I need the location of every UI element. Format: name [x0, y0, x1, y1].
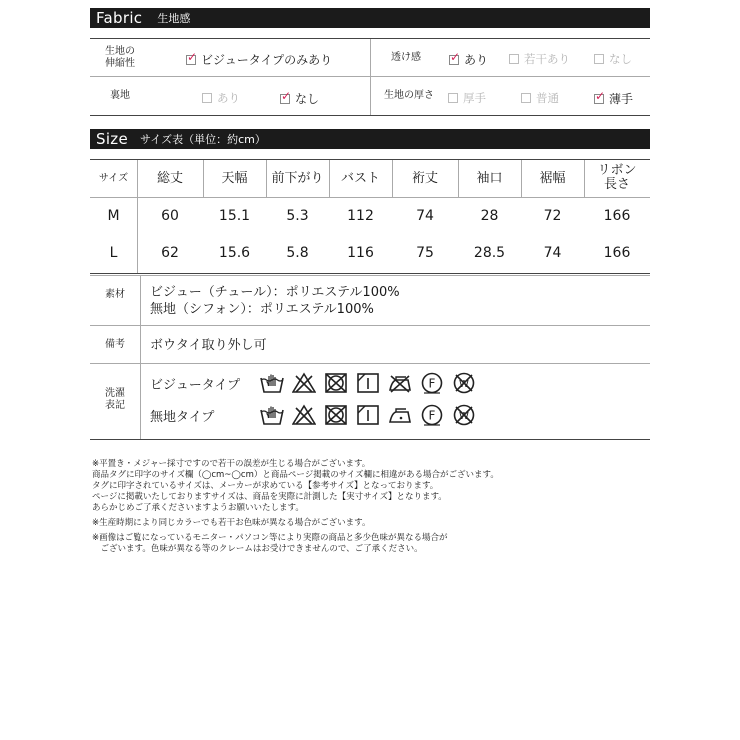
dry-clean-f-icon — [420, 372, 444, 394]
hand-wash-icon — [260, 404, 284, 426]
bust-col-header: バスト — [340, 171, 380, 186]
checkbox-empty-icon — [202, 93, 212, 103]
svg-text:F: F — [428, 376, 436, 391]
fabric-title-en: Fabric — [96, 9, 143, 27]
note-line: 商品タグに印字のサイズ欄（◯cm~◯cm）と商品ページ掲載のサイズ欄に相違がある場合がございます。 — [92, 470, 499, 480]
size-label-m: M — [107, 208, 120, 224]
top-width-col-header: 天幅 — [221, 171, 248, 186]
no-bleach-icon — [292, 404, 316, 426]
no-bleach-icon — [292, 372, 316, 394]
checkbox-empty-icon — [448, 93, 458, 103]
size-title-en: Size — [96, 130, 128, 148]
sheer-label: 透け感 — [391, 52, 421, 63]
note-line: ※平置き・メジャー採寸ですので若干の誤差が生じる場合がございます。 — [92, 459, 371, 469]
note-line: ※画像はご覧になっているモニター・パソコン等により実際の商品と多少色味が異なる場合が — [92, 533, 448, 543]
remarks-label: 備考 — [105, 339, 125, 350]
no-iron-icon — [388, 372, 412, 394]
checkbox-checked-icon: ✓ — [281, 88, 292, 103]
table-cell: 28.5 — [473, 245, 506, 261]
ribbon-length-col-header: リボン 長さ — [597, 163, 637, 192]
hem-width-col-header: 裾幅 — [539, 171, 566, 186]
note-line: あらかじめご了承くださいますようお願いいたします。 — [92, 503, 304, 513]
table-cell: 5.3 — [286, 208, 309, 224]
line-dry-shade-icon — [356, 404, 380, 426]
checkbox-empty-icon — [521, 93, 531, 103]
sleeve-length-col-header: 裄丈 — [411, 171, 438, 186]
table-cell: 5.8 — [286, 245, 309, 261]
fabric-title-jp: 生地感 — [157, 12, 191, 25]
dry-clean-f-icon — [420, 404, 444, 426]
checkbox-empty-icon — [509, 54, 519, 64]
sheer-option-slight: 若干あり — [509, 51, 570, 67]
sheer-option-none: なし — [594, 51, 632, 67]
iron-low-icon — [388, 404, 412, 426]
table-cell: 112 — [347, 208, 374, 224]
table-cell: 15.1 — [218, 208, 251, 224]
checkbox-checked-icon: ✓ — [595, 88, 606, 103]
hand-wash-icon — [260, 372, 284, 394]
cuff-col-header: 袖口 — [476, 171, 503, 186]
size-table — [90, 159, 650, 274]
table-cell: 15.6 — [218, 245, 251, 261]
size-col-header: サイズ — [98, 173, 129, 184]
table-cell: 28 — [480, 208, 499, 224]
note-line: ございます。色味が異なる等のクレームはお受けできませんので、ご了承ください。 — [92, 544, 423, 554]
table-cell: 74 — [543, 245, 562, 261]
lining-label: 裏地 — [110, 90, 130, 101]
note-line: ページに掲載いたしておりますサイズは、商品を実際に計測した【実寸サイズ】となります。 — [92, 492, 447, 502]
table-cell: 75 — [416, 245, 434, 261]
thickness-option-normal: 普通 — [521, 90, 559, 106]
fabric-header — [90, 8, 650, 28]
stretch-option-bijou: ✓ ビジュータイプのみあり — [187, 49, 333, 67]
no-tumble-dry-icon — [324, 372, 348, 394]
table-cell: 116 — [347, 245, 374, 261]
svg-text:W: W — [459, 411, 469, 422]
stretch-label: 生地の 伸縮性 — [105, 46, 135, 69]
size-title-jp: サイズ表（単位：約cm） — [140, 133, 266, 146]
thickness-label: 生地の厚さ — [384, 90, 434, 101]
checkbox-checked-icon: ✓ — [450, 49, 461, 64]
fabric-table — [90, 38, 650, 116]
thickness-option-thin: ✓ 薄手 — [595, 88, 634, 106]
table-cell: 62 — [161, 245, 179, 261]
line-dry-shade-icon — [356, 372, 380, 394]
thickness-option-thick: 厚手 — [448, 90, 486, 106]
front-drop-col-header: 前下がり — [271, 171, 324, 186]
care-row-plain — [150, 404, 476, 426]
table-cell: 72 — [543, 208, 562, 224]
table-cell: 166 — [603, 208, 631, 224]
table-cell: 74 — [416, 208, 434, 224]
note-line: ※生産時期により同じカラーでも若干お色味が異なる場合がございます。 — [92, 518, 371, 528]
lining-option-no: ✓ なし — [281, 88, 320, 106]
details-table — [90, 275, 650, 440]
no-tumble-dry-icon — [324, 404, 348, 426]
care-row-bijou — [150, 372, 476, 394]
material-label: 素材 — [105, 289, 125, 300]
care-label: 洗濯 表記 — [105, 388, 125, 411]
sheer-option-yes: ✓ あり — [450, 49, 489, 67]
table-cell: 166 — [603, 245, 631, 261]
care-row-name: ビジュータイプ — [150, 377, 241, 393]
no-wet-clean-icon — [452, 404, 476, 426]
svg-text:W: W — [459, 379, 469, 390]
checkbox-checked-icon: ✓ — [187, 49, 198, 64]
length-col-header: 総丈 — [156, 171, 183, 186]
note-line: タグに印字されているサイズは、メーカーが求めている【参考サイズ】となっております。 — [92, 481, 439, 491]
notes — [92, 459, 652, 555]
checkbox-empty-icon — [594, 54, 604, 64]
size-header — [90, 129, 650, 149]
material-text: ビジュー（チュール）：ポリエステル100% 無地（シフォン）：ポリエステル100% — [150, 285, 400, 317]
care-row-name: 無地タイプ — [150, 409, 215, 425]
table-cell: 60 — [161, 208, 179, 224]
no-wet-clean-icon — [452, 372, 476, 394]
lining-option-yes: あり — [202, 90, 240, 106]
svg-text:F: F — [428, 408, 436, 423]
remarks-text: ボウタイ取り外し可 — [150, 338, 267, 353]
size-label-l: L — [109, 245, 118, 261]
